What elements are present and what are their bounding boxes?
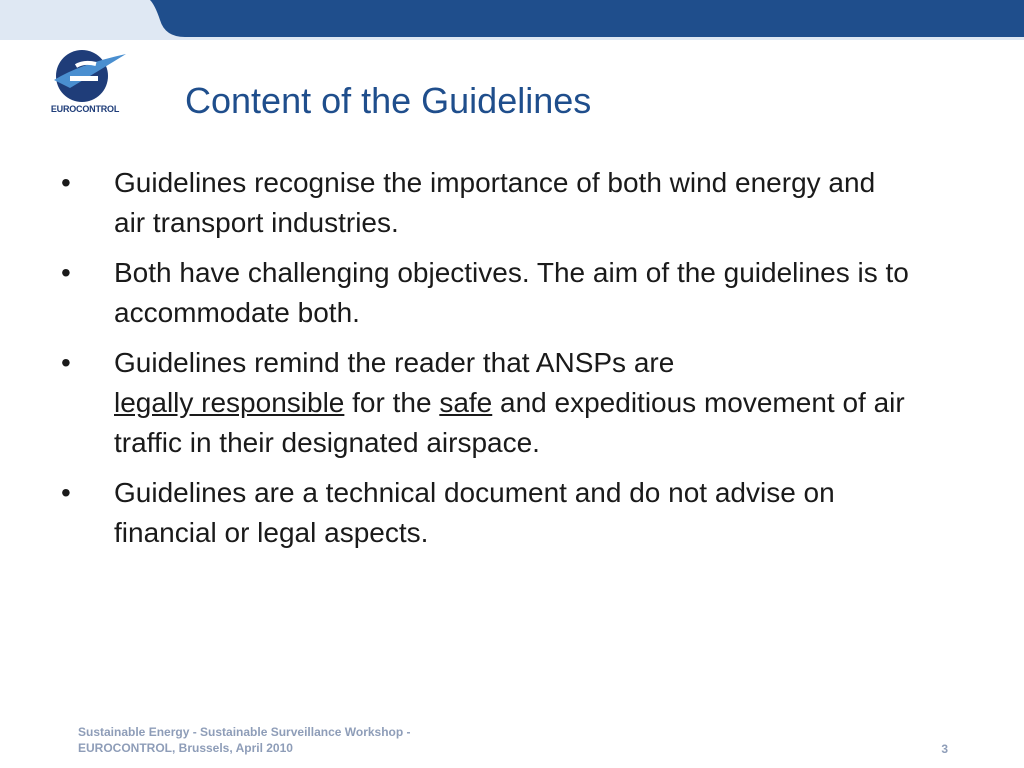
header-band bbox=[0, 0, 1024, 40]
logo-text: EUROCONTROL bbox=[50, 104, 120, 114]
footer-text bbox=[78, 724, 411, 756]
bullet-text: Both have challenging objectives. The aim of the guidelines is to accommodate both. bbox=[114, 257, 909, 328]
bullet-symbol: • bbox=[61, 167, 71, 198]
bullet-symbol: • bbox=[61, 477, 71, 508]
bullet-text-part: Guidelines remind the reader that ANSPs are bbox=[114, 347, 675, 378]
bullet-symbol: • bbox=[61, 257, 71, 288]
page-number: 3 bbox=[941, 742, 948, 756]
footer-line-2: EUROCONTROL, Brussels, April 2010 bbox=[78, 741, 293, 755]
bullet-text-part: for the bbox=[352, 387, 432, 418]
underlined-phrase: safe bbox=[439, 387, 493, 418]
bullet-symbol: • bbox=[61, 347, 71, 378]
bullet-item bbox=[0, 343, 914, 463]
bullet-text-part: and expeditious movement of air traffic in their designated airspace. bbox=[114, 387, 905, 458]
bullet-text: Guidelines are a technical document and do not advise on financial or legal aspects. bbox=[114, 477, 835, 548]
underlined-phrase: legally responsible bbox=[114, 387, 345, 418]
bullet-item bbox=[0, 473, 914, 553]
bullet-item bbox=[0, 253, 914, 333]
bullet-list bbox=[0, 163, 1024, 563]
slide-title: Content of the Guidelines bbox=[185, 80, 592, 121]
bullet-text: Guidelines recognise the importance of both wind energy and air transport industries. bbox=[114, 167, 876, 238]
footer-line-1: Sustainable Energy - Sustainable Surveillance Workshop - bbox=[78, 725, 411, 739]
bullet-item bbox=[0, 163, 914, 243]
